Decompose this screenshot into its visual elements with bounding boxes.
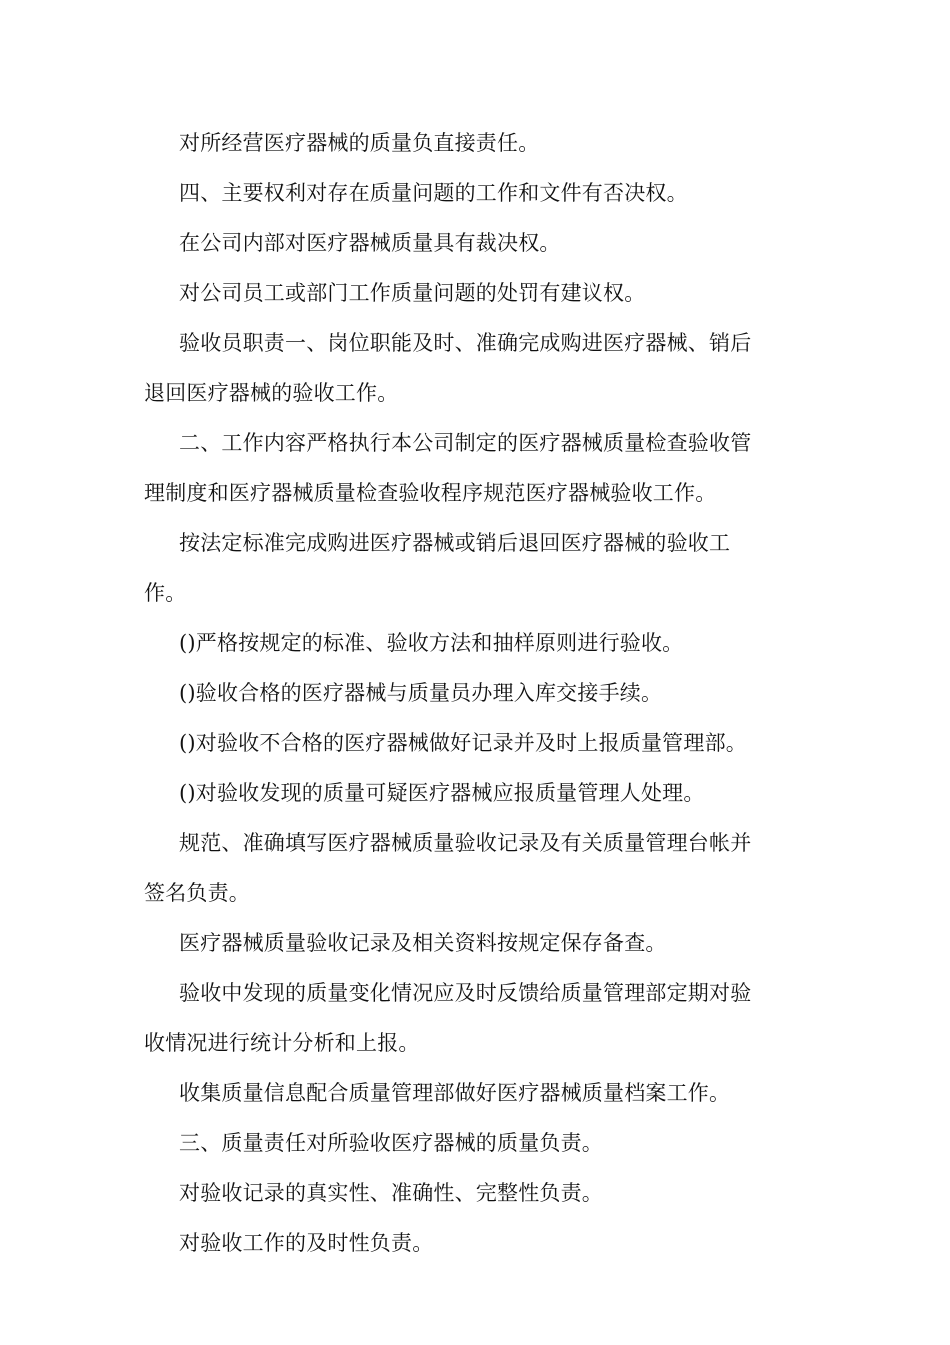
paragraph: 二、工作内容严格执行本公司制定的医疗器械质量检查验收管理制度和医疗器械质量检查验收程序规范医疗器械验收工作。 (144, 431, 752, 505)
paragraph: 对所经营医疗器械的质量负直接责任。 (179, 131, 540, 155)
document-body (144, 118, 766, 1268)
paragraph: 对验收记录的真实性、准确性、完整性负责。 (179, 1181, 603, 1205)
paragraph: 对验收工作的及时性负责。 (179, 1231, 434, 1255)
paragraph: 验收员职责一、岗位职能及时、准确完成购进医疗器械、销后退回医疗器械的验收工作。 (144, 331, 752, 405)
paragraph: 四、主要权利对存在质量问题的工作和文件有否决权。 (179, 181, 688, 205)
paragraph: 收集质量信息配合质量管理部做好医疗器械质量档案工作。 (179, 1081, 731, 1105)
list-item: ()严格按规定的标准、验收方法和抽样原则进行验收。 (179, 631, 684, 655)
paragraph: 三、质量责任对所验收医疗器械的质量负责。 (179, 1131, 603, 1155)
list-item: ()对验收发现的质量可疑医疗器械应报质量管理人处理。 (179, 781, 705, 805)
paragraph: 验收中发现的质量变化情况应及时反馈给质量管理部定期对验收情况进行统计分析和上报。 (144, 981, 752, 1055)
list-item: ()对验收不合格的医疗器械做好记录并及时上报质量管理部。 (179, 731, 747, 755)
paragraph: 规范、准确填写医疗器械质量验收记录及有关质量管理台帐并签名负责。 (144, 831, 752, 905)
list-item: ()验收合格的医疗器械与质量员办理入库交接手续。 (179, 681, 663, 705)
paragraph: 对公司员工或部门工作质量问题的处罚有建议权。 (179, 281, 646, 305)
paragraph: 医疗器械质量验收记录及相关资料按规定保存备查。 (179, 931, 667, 955)
paragraph: 按法定标准完成购进医疗器械或销后退回医疗器械的验收工作。 (144, 531, 731, 605)
paragraph: 在公司内部对医疗器械质量具有裁决权。 (179, 231, 561, 255)
